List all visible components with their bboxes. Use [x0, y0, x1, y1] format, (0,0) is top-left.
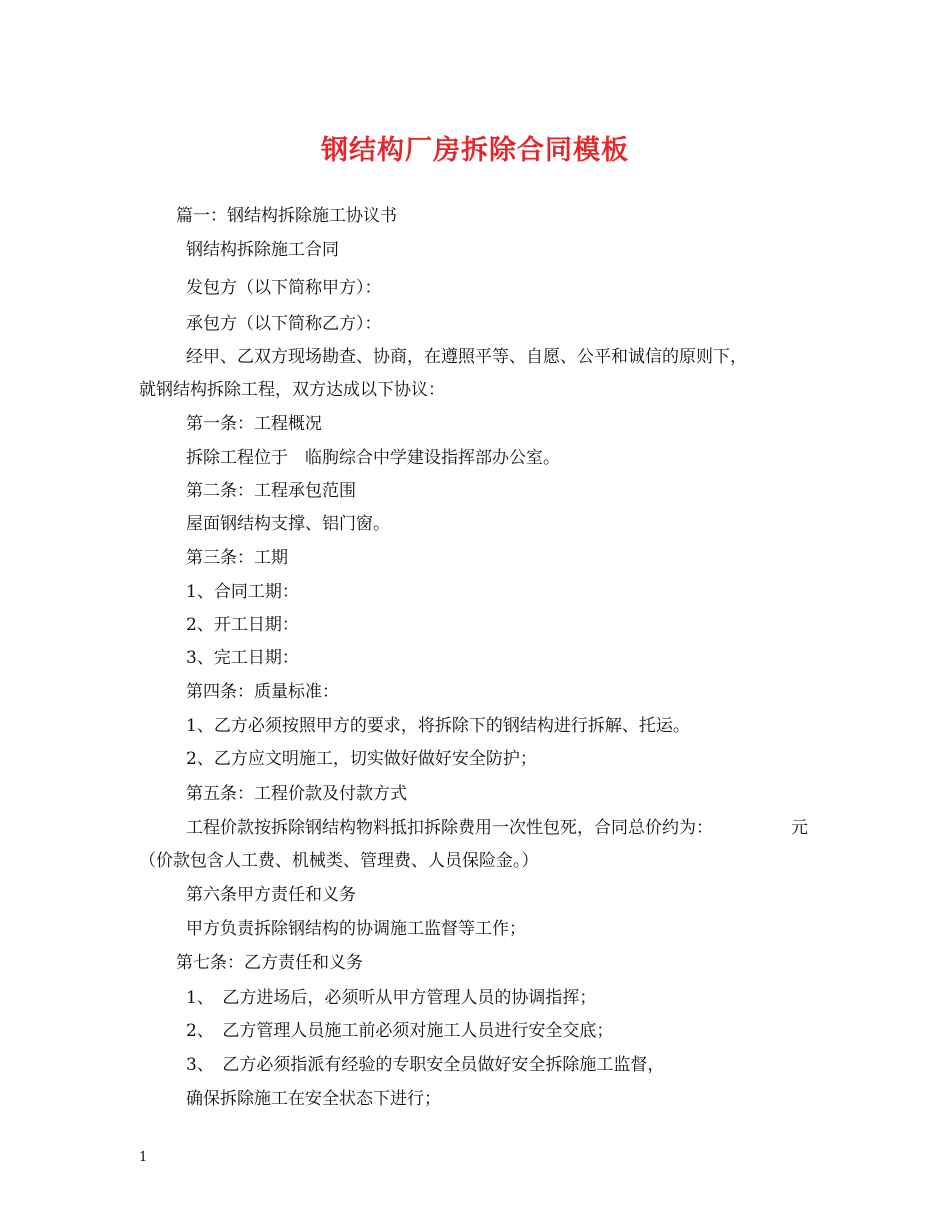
- amount-unit: 元: [791, 818, 808, 838]
- text-line: （价款包含人工费、机械类、管理费、人员保险金。）: [139, 851, 539, 871]
- text-line: 1、乙方必须按照甲方的要求，将拆除下的钢结构进行拆解、托运。: [186, 716, 690, 736]
- text-line: 确保拆除施工在安全状态下进行；: [186, 1089, 441, 1109]
- text-line: 2、 乙方管理人员施工前必须对施工人员进行安全交底；: [186, 1021, 614, 1041]
- document-title: 钢结构厂房拆除合同模板: [321, 135, 629, 166]
- text-line: 第三条：工期: [186, 548, 288, 568]
- text-line: 3、完工日期：: [186, 648, 299, 668]
- page-number: 1: [139, 1150, 148, 1165]
- text-line: 钢结构拆除施工合同: [186, 240, 339, 260]
- text-line: 2、开工日期：: [186, 615, 299, 635]
- text-line: 就钢结构拆除工程，双方达成以下协议：: [139, 380, 445, 400]
- text-line: 经甲、乙双方现场勘查、协商，在遵照平等、自愿、公平和诚信的原则下，: [186, 347, 747, 367]
- text-line: 发包方（以下简称甲方）：: [186, 278, 382, 298]
- text-line: 工程价款按拆除钢结构物料抵扣拆除费用一次性包死，合同总价约为：: [186, 818, 713, 838]
- text-line: 承包方（以下简称乙方）：: [186, 314, 382, 334]
- text-line: 第七条：乙方责任和义务: [176, 953, 363, 973]
- text-line: 第五条：工程价款及付款方式: [186, 784, 407, 804]
- text-line: 1、 乙方进场后，必须听从甲方管理人员的协调指挥；: [186, 988, 597, 1008]
- text-line: 3、 乙方必须指派有经验的专职安全员做好安全拆除施工监督，: [186, 1055, 665, 1075]
- text-line: 第六条甲方责任和义务: [186, 885, 356, 905]
- text-line: 2、乙方应文明施工，切实做好做好安全防护；: [186, 749, 537, 769]
- text-line: 第四条：质量标准：: [186, 682, 339, 702]
- text-line: 屋面钢结构支撑、铝门窗。: [186, 514, 390, 534]
- text-line: 甲方负责拆除钢结构的协调施工监督等工作；: [186, 919, 526, 939]
- text-line: 拆除工程位于 临朐综合中学建设指挥部办公室。: [186, 448, 560, 468]
- text-line: 第一条：工程概况: [186, 414, 322, 434]
- text-line: 1、合同工期：: [186, 582, 299, 602]
- text-line: 篇一：钢结构拆除施工协议书: [176, 206, 397, 226]
- text-line: 第二条：工程承包范围: [186, 481, 356, 501]
